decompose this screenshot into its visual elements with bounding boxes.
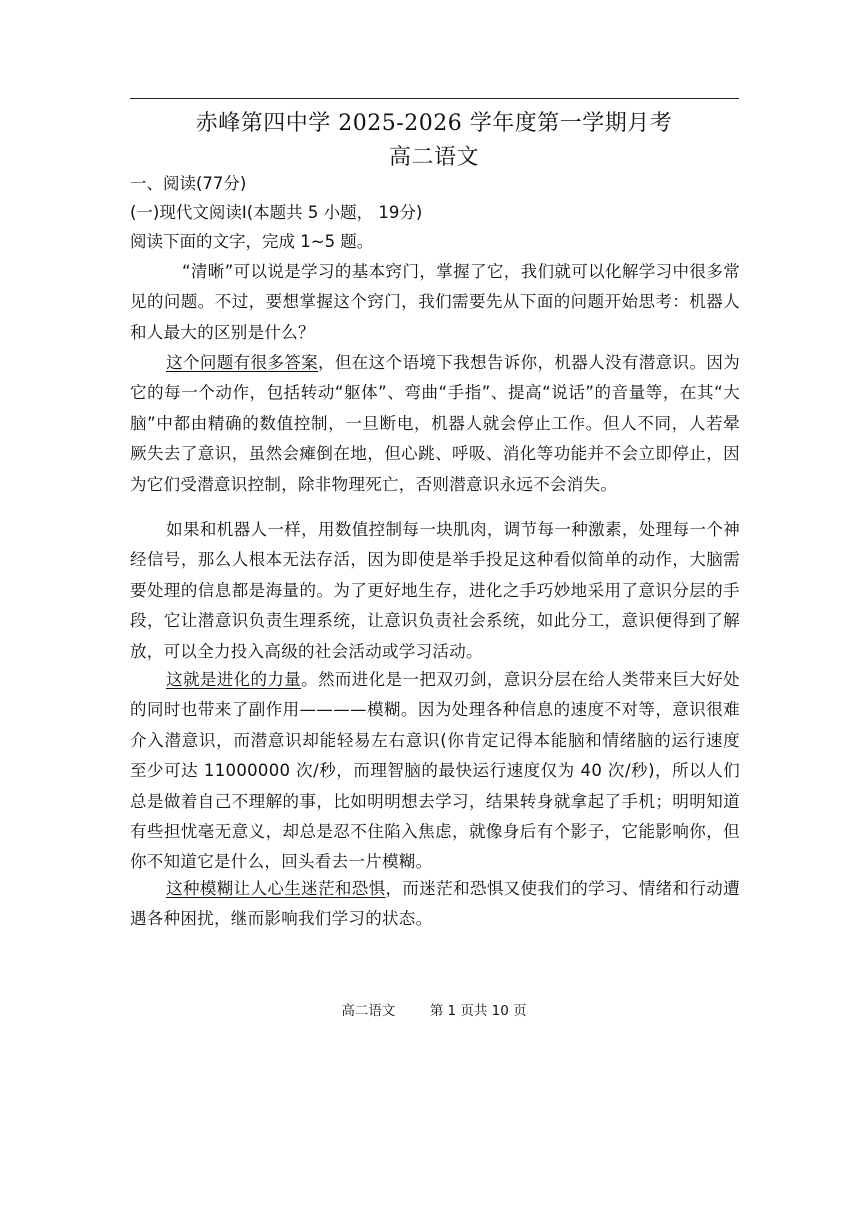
paragraph-2 [130, 348, 740, 500]
paragraph-4-underlined: 这就是进化的力量 [166, 670, 302, 689]
subsection-heading: (一)现代文阅读Ⅰ(本题共 5 小题， 19分) [130, 203, 423, 222]
paragraph-1-text: “清晰”可以说是学习的基本窍门，掌握了它，我们就可以化解学习中很多常见的问题。不过，要想掌握这个窍门，我们需要先从下面的问题开始思考：机器人和人最大的区别是什么？ [130, 262, 740, 342]
section-heading: 一、阅读(77分) [130, 174, 247, 193]
exam-title: 赤峰第四中学 2025-2026 学年度第一学期月考 [195, 111, 673, 136]
paragraph-5 [130, 874, 740, 935]
paragraph-4-text: 。然而进化是一把双刃剑，意识分层在给人类带来巨大好处的同时也带来了副作用————模糊。因为处理各种信息的速度不对等，意识很难介入潜意识，而潜意识却能轻易左右意识(你肯定记得本能脑和情绪脑的运行速度至少可达 11000000 次/秒，而理智脑的最快运行速度仅为 40 次/秒)，所以人们总是做着自己不理解的事，比如明明想去学习，结果转身就拿起了手机；明明知道有些担忧毫无意义，却总是忍不住陷入焦虑，就像身后有个影子，它能影响你，但你不知道它是什么，回头看去一片模糊。 [130, 670, 740, 872]
paragraph-5-underlined: 这种模糊让人心生迷茫和恐惧 [166, 879, 386, 898]
paragraph-1 [130, 257, 740, 348]
paragraph-5-text: ，而迷茫和恐惧又使我们的学习、情绪和行动遭遇各种困扰，继而影响我们学习的状态。 [130, 879, 740, 929]
paragraph-2-text: ，但在这个语境下我想告诉你，机器人没有潜意识。因为它的每一个动作，包括转动“躯体”、弯曲“手指”、提高“说话”的音量等，在其“大脑”中都由精确的数值控制，一旦断电，机器人就会停止工作。但人不同，人若晕厥失去了意识，虽然会瘫倒在地，但心跳、呼吸、消化等功能并不会立即停止，因为它们受潜意识控制，除非物理死亡，否则潜意识永远不会消失。 [130, 353, 741, 494]
paragraph-4 [130, 665, 740, 878]
paragraph-3-text: 如果和机器人一样，用数值控制每一块肌肉，调节每一种激素，处理每一个神经信号，那么人根本无法存活，因为即使是举手投足这种看似简单的动作，大脑需要处理的信息都是海量的。为了更好地生存，进化之手巧妙地采用了意识分层的手段，它让潜意识负责生理系统，让意识负责社会系统，如此分工，意识便得到了解放，可以全力投入高级的社会活动或学习活动。 [130, 520, 740, 661]
page-footer: 高二语文 第 1 页共 10 页 [341, 1003, 527, 1019]
header-rule [130, 98, 739, 99]
paragraph-2-underlined: 这个问题有很多答案 [166, 353, 319, 372]
subject-title: 高二语文 [388, 145, 479, 170]
paragraph-3 [130, 515, 740, 667]
instruction-text: 阅读下面的文字，完成 1~5 题。 [130, 232, 374, 251]
